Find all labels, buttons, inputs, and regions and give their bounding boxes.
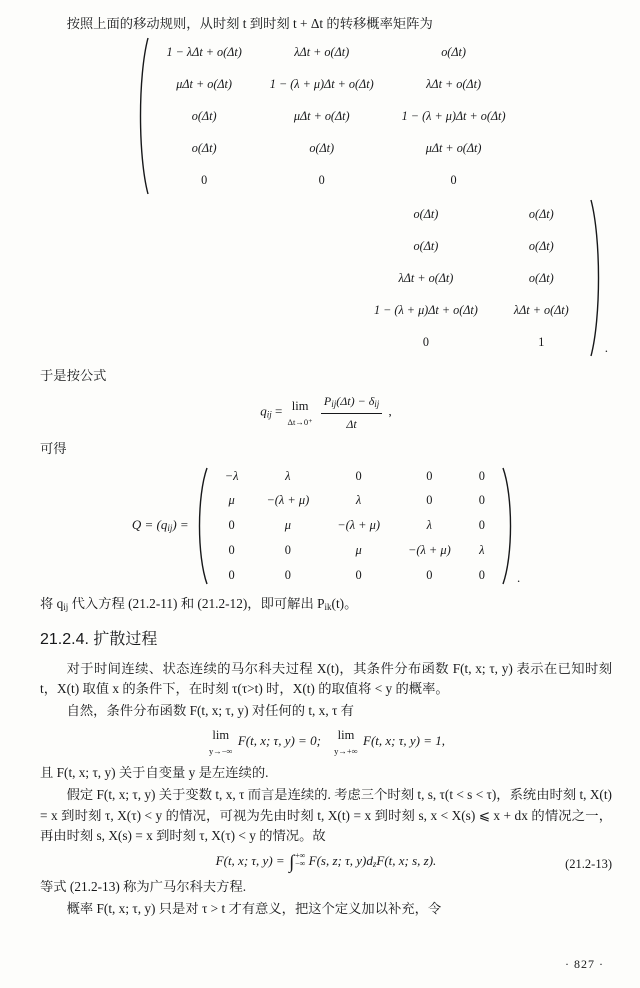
q-matrix-rows (211, 464, 499, 588)
limit-operator (288, 397, 313, 429)
q-matrix-label (132, 515, 189, 536)
num-p-sub: ij (331, 399, 337, 410)
matrix-row (356, 326, 587, 358)
matrix-cell: 1 − (λ + μ)Δt + o(Δt) (374, 302, 478, 317)
q-matrix-block (40, 464, 612, 588)
matrix-row (356, 230, 587, 262)
matrix-cell: o(Δt) (191, 108, 217, 123)
matrix-cell: −(λ + μ) (407, 543, 451, 558)
paragraph: 自然，条件分布函数 F(t, x; τ, y) 对任何的 t, x, τ 有 (66, 703, 354, 719)
matrix-cell: 0 (228, 543, 235, 558)
integral-lower: −∞ (295, 859, 306, 869)
matrix-cell: −(λ + μ) (266, 493, 310, 508)
num-p: P (323, 394, 332, 409)
limit-expression: F(t, x; τ, y) = 1, (363, 733, 446, 749)
page-number: · 827 · (565, 957, 604, 971)
q-lhs-sub: ij (266, 409, 272, 420)
matrix-cell: λΔt + o(Δt) (398, 270, 454, 285)
matrix-cell: 1 − (λ + μ)Δt + o(Δt) (269, 76, 374, 91)
matrix-cell: o(Δt) (309, 140, 335, 155)
matrix-row (356, 262, 587, 294)
limit-operator (209, 726, 233, 758)
result-intro-line: 可得 (40, 441, 67, 457)
q-label-paren-end: ) = (172, 517, 189, 533)
integral-sign-icon: ∫ (288, 852, 295, 874)
matrix-row (152, 164, 519, 196)
matrix-cell: 0 (422, 334, 429, 349)
matrix-row (356, 198, 587, 230)
matrix-cell: o(Δt) (413, 238, 439, 253)
matrix-cell: λΔt + o(Δt) (513, 302, 569, 317)
fraction-denominator: Δt (346, 417, 357, 432)
limit-subscript: Δt→0⁺ (287, 416, 313, 427)
matrix-cell: 1 − (λ + μ)Δt + o(Δt) (401, 108, 506, 123)
matrix-row (152, 68, 519, 100)
fraction-numerator (321, 392, 382, 414)
matrix-cell: μΔt + o(Δt) (293, 108, 350, 123)
matrix-cell: 1 (538, 334, 545, 349)
after-matrix-q-sub: ij (63, 601, 69, 612)
matrix-row (211, 464, 499, 489)
matrix-cell: 0 (478, 567, 485, 582)
num-rest-sub: ij (374, 399, 380, 410)
integrand-sub: z (372, 859, 377, 870)
matrix-cell: o(Δt) (528, 270, 554, 285)
matrix-row (356, 294, 587, 326)
matrix-trailing-punct: . (604, 340, 608, 356)
q-label-eq: = (144, 517, 154, 533)
matrix-row (211, 488, 499, 513)
matrix-row (152, 132, 519, 164)
matrix-row (211, 513, 499, 538)
limit-subscript: y→−∞ (208, 746, 233, 757)
paragraph: 概率 F(t, x; τ, y) 只是对 τ > t 才有意义，把这个定义加以补充，令 (66, 900, 442, 916)
transition-matrix-block-a (40, 36, 612, 196)
after-matrix-line (40, 594, 612, 615)
matrix-cell: 0 (426, 493, 433, 508)
transition-matrix-block-b (40, 198, 612, 358)
limit-subscript: y→+∞ (334, 746, 358, 757)
matrix-cell: 0 (478, 518, 485, 533)
matrix-right-paren-icon (589, 198, 605, 358)
limit-expression: F(t, x; τ, y) = 0; (237, 733, 321, 749)
matrix-cell: μ (284, 518, 291, 533)
q-label: Q (131, 517, 142, 533)
equation-number: (21.2-13) (565, 857, 612, 872)
section-heading: 21.2.4. 扩散过程 (40, 631, 158, 649)
limit-operator (334, 726, 358, 758)
integral-upper: +∞ (295, 850, 306, 860)
matrix-cell: 1 − λΔt + o(Δt) (166, 44, 242, 59)
paragraph: 对于时间连续、状态连续的马尔科夫过程 X(t)，其条件分布函数 F(t, x; τ, y) 表示在已知时刻 t，X(t) 取值 x 的条件下，在时刻 τ(τ>t) 时，X(t) 的取值将 < y 的概率。 (40, 660, 612, 696)
limit-label: lim (337, 728, 355, 743)
matrix-cell: λ (479, 543, 485, 558)
matrix-row (211, 563, 499, 588)
paragraph: 等式 (21.2-13) 称为广马尔科夫方程. (40, 878, 247, 894)
formula-intro-line: 于是按公式 (40, 368, 107, 384)
matrix-cell: λ (426, 518, 433, 533)
q-matrix-right-paren-icon (501, 464, 517, 588)
matrix-row (152, 36, 519, 68)
after-matrix-rest: 代入方程 (21.2-11) 和 (21.2-12)，即可解出 P (68, 595, 325, 611)
equation-21-2-13 (40, 851, 612, 872)
matrix-row (152, 100, 519, 132)
num-rest: (Δt) − δ (336, 394, 375, 409)
matrix-cell: o(Δt) (441, 44, 466, 59)
matrix-cell: 0 (450, 172, 457, 187)
integrand-rest: F(t, x; s, z). (376, 853, 437, 869)
q-label-paren-sub: ij (167, 523, 173, 534)
matrix-cell: μΔt + o(Δt) (176, 76, 232, 91)
fraction (321, 392, 382, 433)
matrix-cell: 0 (426, 567, 433, 582)
q-eq: = (274, 403, 283, 419)
q-definition-formula (40, 392, 612, 433)
matrix-cell: −λ (224, 468, 239, 483)
after-matrix-tail: (t)。 (331, 595, 358, 611)
q-lhs: q (260, 403, 267, 419)
matrix-cell: λΔt + o(Δt) (294, 44, 350, 59)
matrix-cell: −(λ + μ) (337, 518, 380, 533)
page-content (40, 14, 612, 921)
limit-label: lim (212, 728, 230, 743)
equation-lhs: F(t, x; τ, y) = (215, 853, 285, 869)
after-matrix-rest-sub: ik (324, 601, 332, 612)
q-matrix-left-paren-icon (193, 464, 209, 588)
matrix-cell: 0 (228, 567, 235, 582)
matrix-cell: λ (355, 493, 362, 508)
matrix-cell: 0 (228, 518, 235, 533)
matrix-cell: 0 (201, 172, 208, 187)
matrix-left-paren-icon (134, 36, 150, 196)
matrix-cell: o(Δt) (191, 140, 217, 155)
intro-line: 按照上面的移动规则，从时刻 t 到时刻 t + Δt 的转移概率矩阵为 (66, 16, 433, 31)
integral-limits (295, 852, 305, 869)
matrix-row (211, 538, 499, 563)
matrix-cell: 0 (355, 567, 362, 582)
matrix-cell: λΔt + o(Δt) (426, 76, 482, 91)
q-label-paren: (q (156, 517, 168, 533)
paragraph: 假定 F(t, x; τ, y) 关于变数 t, x, τ 而言是连续的. 考虑三个时刻 t, s, τ(t < s < τ)，系统由时刻 t, X(t) = x 到时刻 τ, X(τ) < y 的情况，可视为先由时刻 t, X(t) = x 到时刻 s, x < X(s) ⩽ x + dx 的情况之一，再由时刻 s, X(s) = x 到时刻 τ, X(τ) < y 的情况。故 (40, 787, 612, 843)
matrix-cell: μ (228, 493, 235, 508)
matrix-cell: 0 (284, 543, 291, 558)
limit-line (40, 726, 612, 758)
integrand: F(s, z; τ, y)d (308, 853, 373, 869)
matrix-cell: μΔt + o(Δt) (425, 140, 482, 155)
matrix-cell: 0 (318, 172, 325, 187)
matrix-cell: 0 (284, 567, 291, 582)
limit-label: lim (291, 398, 309, 413)
matrix-cell: 0 (478, 493, 485, 508)
matrix-cell: 0 (355, 468, 362, 483)
matrix-cell: 0 (426, 468, 433, 483)
q-trailing: , (388, 403, 392, 419)
after-matrix-q: 将 q (40, 595, 64, 611)
q-matrix-trailing-punct: . (516, 569, 521, 585)
paragraph: 且 F(t, x; τ, y) 关于自变量 y 是左连续的. (40, 765, 269, 781)
matrix-cell: λ (285, 468, 291, 483)
matrix-cell: 0 (478, 468, 485, 483)
matrix-cell: o(Δt) (528, 206, 554, 221)
matrix-cell: μ (355, 543, 362, 558)
matrix-cell: o(Δt) (413, 206, 439, 221)
matrix-cell: o(Δt) (528, 238, 554, 253)
transition-matrix-left-rows (152, 36, 519, 196)
transition-matrix-right-rows (356, 198, 587, 358)
